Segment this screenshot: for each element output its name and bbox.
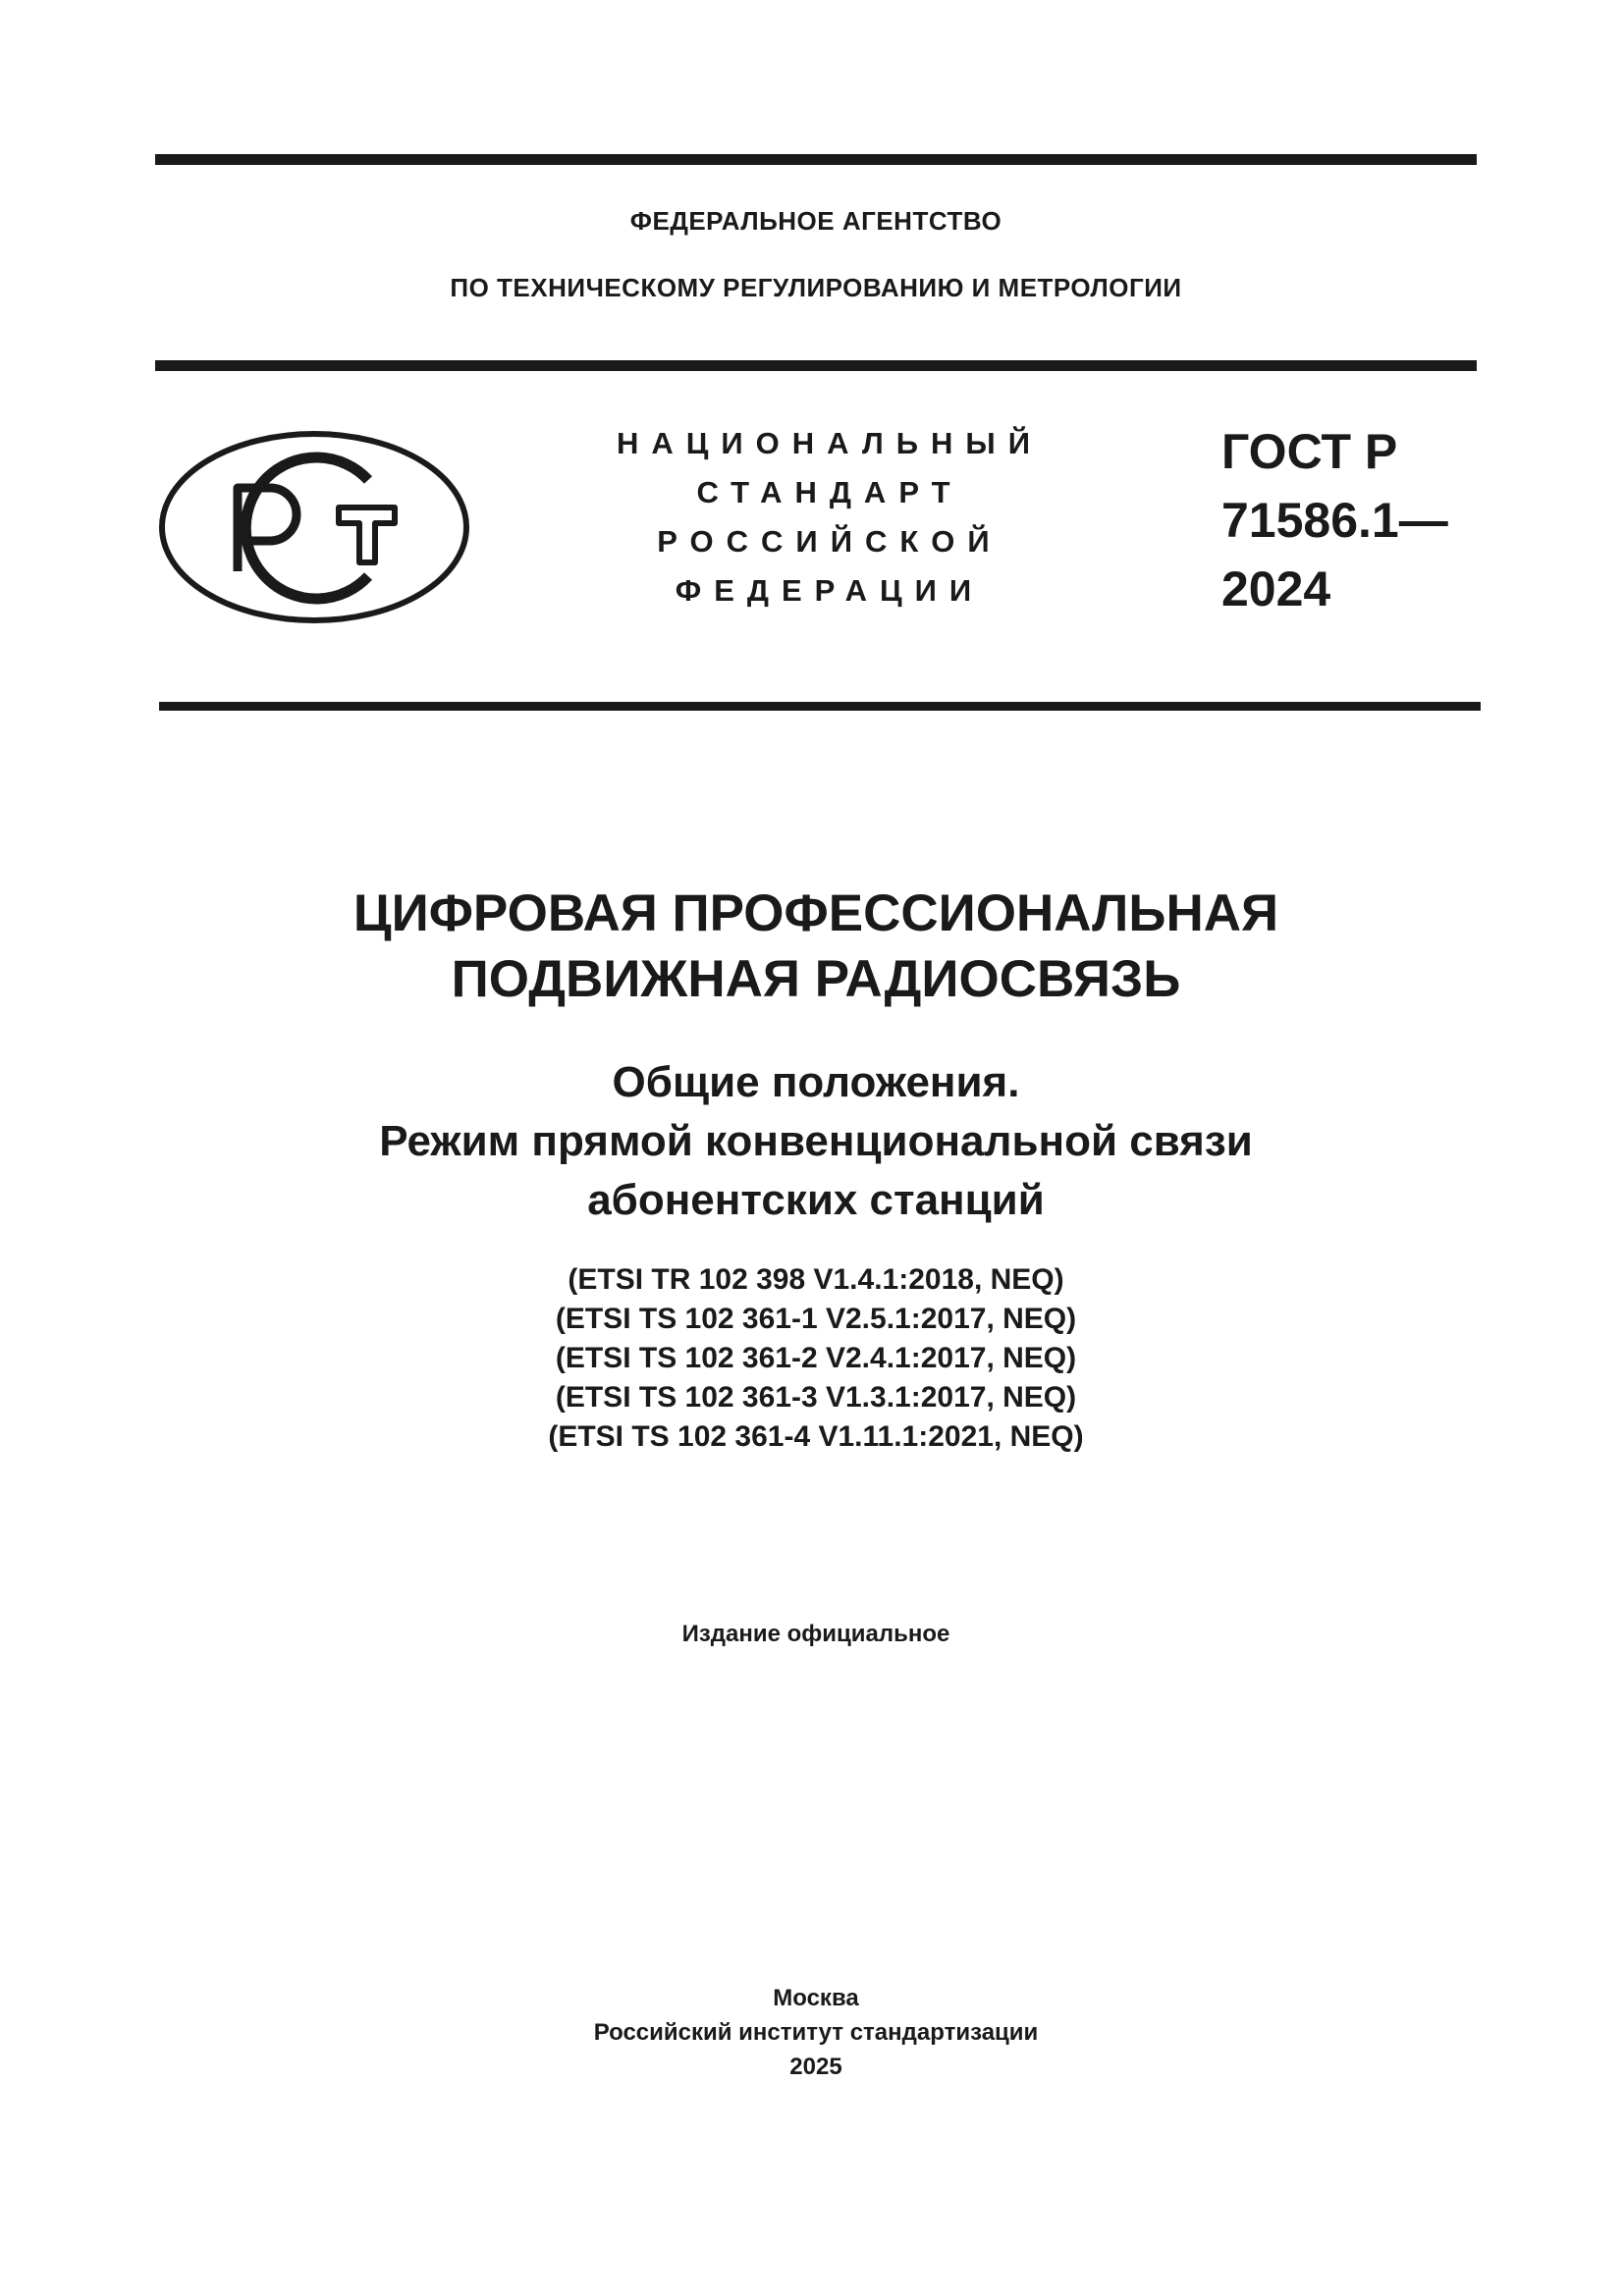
document-title-line2: ПОДВИЖНАЯ РАДИОСВЯЗЬ xyxy=(451,950,1181,1008)
document-subtitle-line3: абонентских станций xyxy=(587,1176,1045,1224)
imprint-city: Москва xyxy=(773,1985,859,2011)
top-rule xyxy=(155,154,1477,165)
reference-line: (ETSI TS 102 361-2 V2.4.1:2017, NEQ) xyxy=(555,1342,1077,1374)
standard-type-line4: ФЕДЕРАЦИИ xyxy=(675,573,985,608)
standard-type-line1: НАЦИОНАЛЬНЫЙ xyxy=(616,426,1044,460)
designation-line3: 2024 xyxy=(1221,561,1331,616)
reference-line: (ETSI TS 102 361-4 V1.11.1:2021, NEQ) xyxy=(548,1420,1084,1453)
agency-name-line1: ФЕДЕРАЛЬНОЕ АГЕНТСТВО xyxy=(629,206,1002,236)
reference-line: (ETSI TS 102 361-3 V1.3.1:2017, NEQ) xyxy=(555,1381,1077,1414)
document-title-line1: ЦИФРОВАЯ ПРОФЕССИОНАЛЬНАЯ xyxy=(352,884,1279,942)
document-subtitle-line1: Общие положения. xyxy=(612,1058,1020,1106)
document-subtitle-line2: Режим прямой конвенциональной связи xyxy=(379,1117,1253,1165)
agency-name-line2: ПО ТЕХНИЧЕСКОМУ РЕГУЛИРОВАНИЮ И МЕТРОЛОГИИ xyxy=(450,273,1182,302)
edition-label: Издание официальное xyxy=(681,1621,950,1647)
header-rule xyxy=(155,360,1477,371)
imprint-year: 2025 xyxy=(789,2054,842,2080)
designation-line2: 71586.1— xyxy=(1221,493,1448,548)
rst-certification-mark-icon xyxy=(157,429,471,625)
reference-line: (ETSI TR 102 398 V1.4.1:2018, NEQ) xyxy=(568,1263,1064,1296)
designation-line1: ГОСТ Р xyxy=(1221,424,1398,479)
reference-line: (ETSI TS 102 361-1 V2.5.1:2017, NEQ) xyxy=(555,1303,1077,1335)
standard-type-line2: СТАНДАРТ xyxy=(696,475,963,509)
standard-type-line3: РОССИЙСКОЙ xyxy=(657,524,1002,559)
bottom-header-rule xyxy=(159,702,1481,711)
imprint-publisher: Российский институт стандартизации xyxy=(593,2019,1039,2046)
